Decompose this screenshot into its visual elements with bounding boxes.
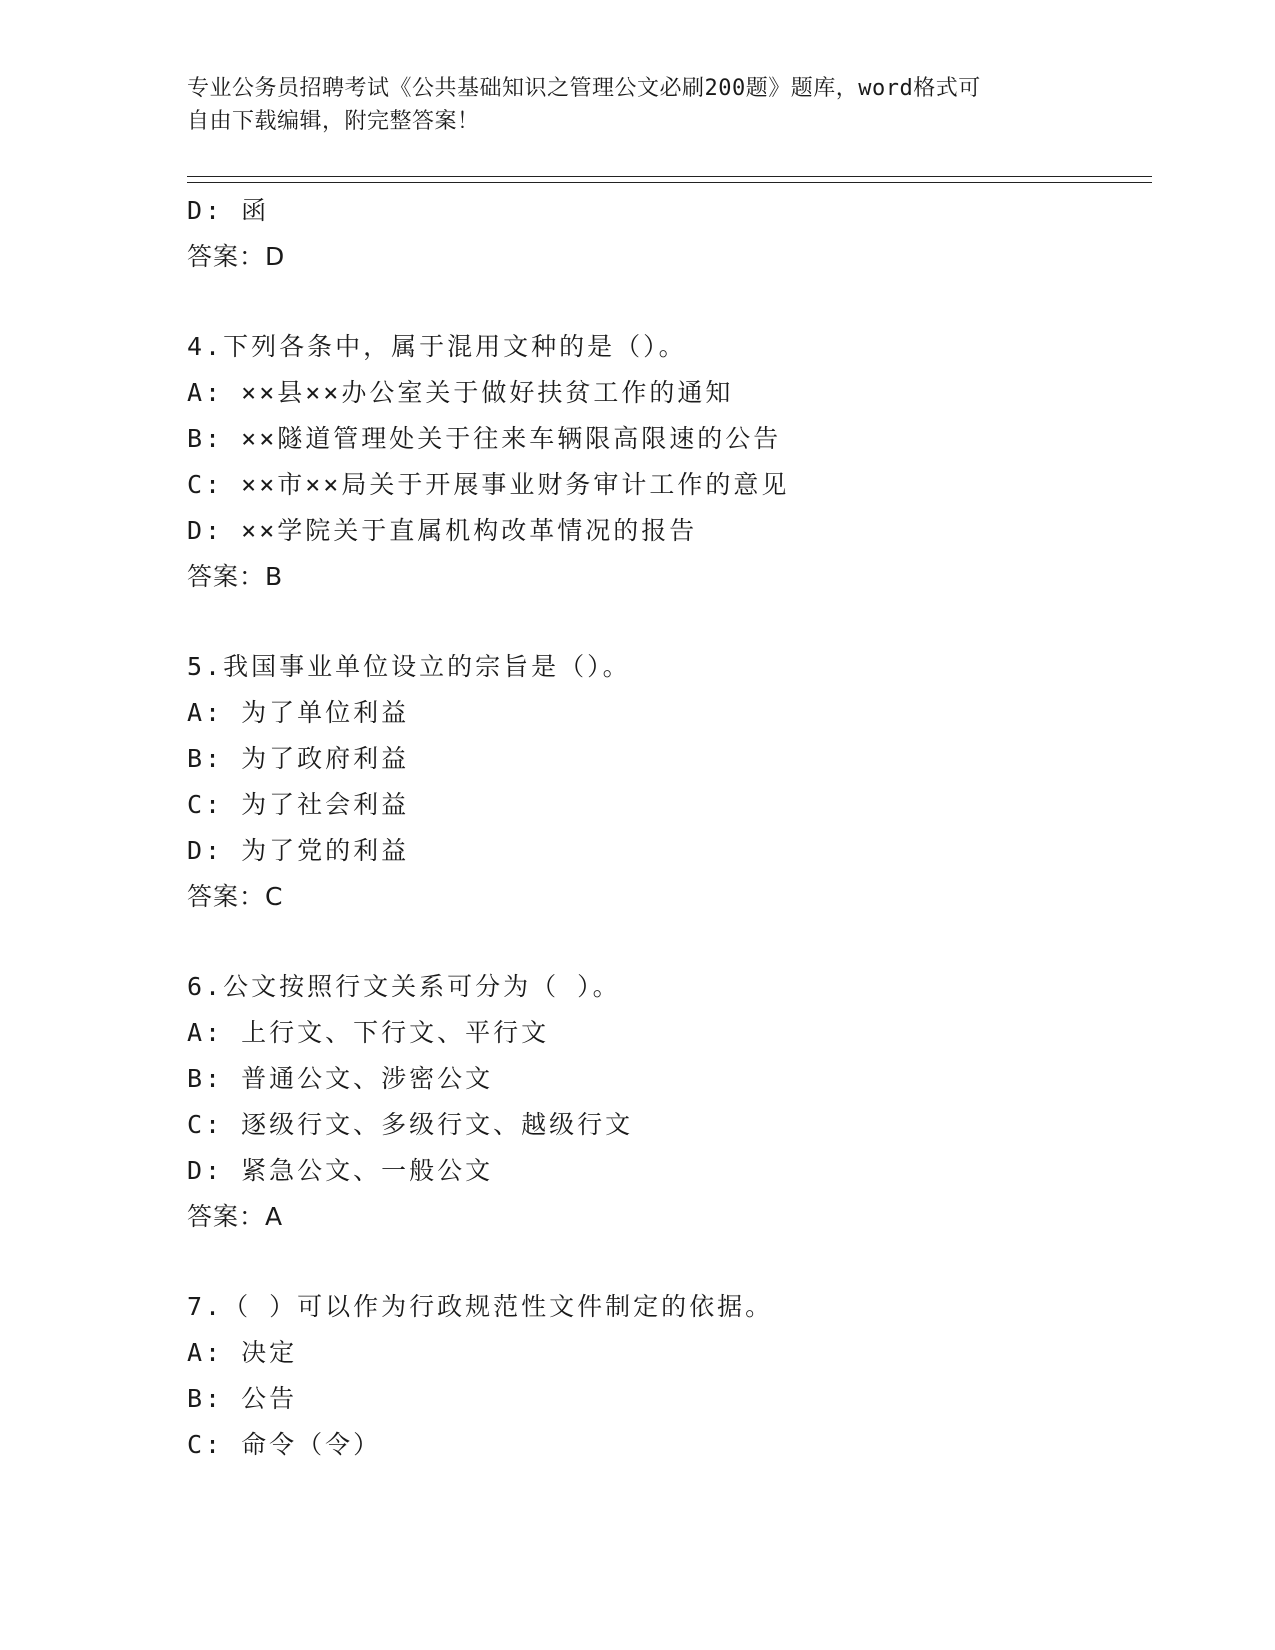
question-stem: 5.我国事业单位设立的宗旨是（）。 (187, 652, 631, 681)
option-b: B: 公告 (187, 1384, 298, 1413)
option-d: D: 函 (187, 196, 270, 225)
header-divider-top (187, 176, 1152, 177)
option-d: D: 紧急公文、一般公文 (187, 1156, 494, 1185)
option-b: B: ××隧道管理处关于往来车辆限高限速的公告 (187, 424, 782, 453)
option-d: D: 为了党的利益 (187, 836, 410, 865)
option-c: C: 命令（令） (187, 1430, 382, 1459)
question-stem: 4.下列各条中，属于混用文种的是（）。 (187, 332, 687, 361)
answer: 答案：D (187, 242, 286, 271)
option-d: D: ××学院关于直属机构改革情况的报告 (187, 516, 698, 545)
answer: 答案：A (187, 1202, 284, 1231)
header-line-2: 自由下载编辑，附完整答案！ (187, 109, 480, 134)
question-stem: 7.（ ）可以作为行政规范性文件制定的依据。 (187, 1292, 774, 1321)
option-b: B: 普通公文、涉密公文 (187, 1064, 494, 1093)
document-body (187, 188, 1147, 1468)
option-c: C: ××市××局关于开展事业财务审计工作的意见 (187, 470, 790, 499)
option-a: A: 决定 (187, 1338, 298, 1367)
question-7 (187, 1284, 1147, 1468)
header-divider-bottom (187, 182, 1152, 183)
option-a: A: 上行文、下行文、平行文 (187, 1018, 550, 1047)
question-6 (187, 964, 1147, 1240)
question-stem: 6.公文按照行文关系可分为（ ）。 (187, 972, 621, 1001)
question-3-tail (187, 188, 1147, 280)
option-b: B: 为了政府利益 (187, 744, 410, 773)
answer: 答案：B (187, 562, 284, 591)
header-line-1: 专业公务员招聘考试《公共基础知识之管理公文必刷200题》题库，word格式可 (187, 76, 981, 101)
option-a: A: 为了单位利益 (187, 698, 410, 727)
option-c: C: 逐级行文、多级行文、越级行文 (187, 1110, 634, 1139)
document-header (187, 72, 1067, 138)
answer: 答案：C (187, 882, 284, 911)
option-c: C: 为了社会利益 (187, 790, 410, 819)
question-5 (187, 644, 1147, 920)
question-4 (187, 324, 1147, 600)
option-a: A: ××县××办公室关于做好扶贫工作的通知 (187, 378, 734, 407)
